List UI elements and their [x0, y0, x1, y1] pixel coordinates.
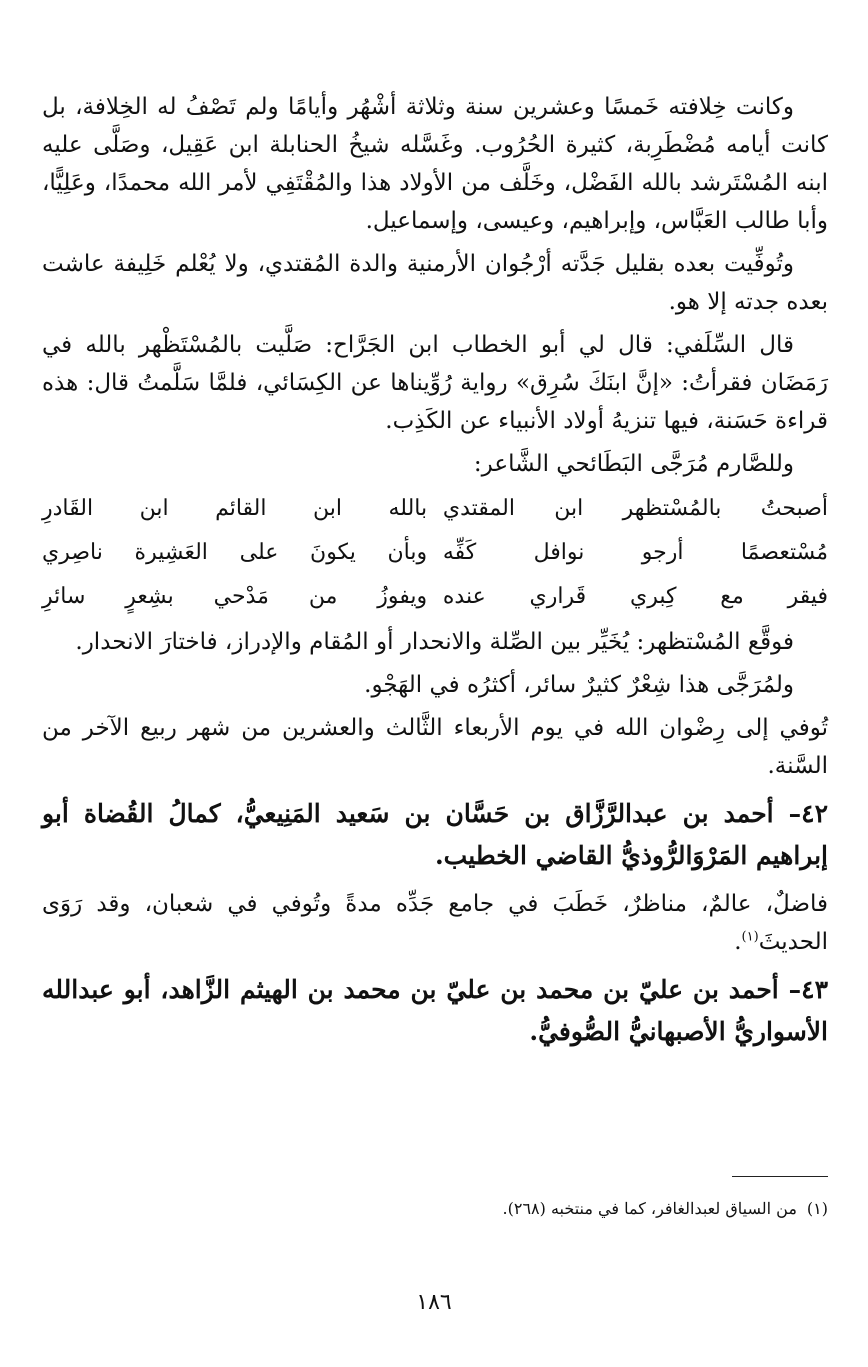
- page-body: [42, 88, 828, 1061]
- entry-number: ٤٣: [801, 975, 828, 1004]
- entry-number: ٤٢: [801, 799, 828, 828]
- verse-first-hemistich: فيقر مع كِبري قَراري عنده: [442, 584, 828, 609]
- paragraph-poetry: ولمُرَجَّى هذا شِعْرٌ كثيرٌ سائر، أكثرُه في الهَجْو.: [364, 672, 794, 698]
- footnote: [42, 1196, 828, 1222]
- paragraph-decree: فوقَّع المُسْتظهر: يُخَيِّر بين الصِّلة والانحدار أو المُقام والإدراز، فاختارَ الانحدار.: [75, 629, 794, 655]
- page-number: ١٨٦: [416, 1290, 452, 1315]
- paragraph-silafi: قال السِّلَفي: قال لي أبو الخطاب ابن الجَرَّاح: صَلَّيت بالمُسْتَظْهر بالله في رَمَضَان فقرأتُ: «إنَّ ابنَكَ سُرِق» رواية رُوِّيناها عن الكِسَائي، فلمَّا سَلَّمتُ قال: هذه قراءة حَسَنة، فيها تنزيهُ أولاد الأنبياء عن الكَذِب.: [42, 332, 828, 434]
- poem-verses: [42, 489, 828, 617]
- verse-line: [42, 489, 828, 529]
- footnote-text: من السياق لعبدالغافر، كما في منتخبه (٢٦٨).: [502, 1199, 797, 1218]
- verse-second-hemistich: وبأن يكونَ على العَشِيرة ناصِري: [42, 540, 428, 565]
- entry-body-text: فاضلٌ، عالمٌ، مناظرٌ، خَطَبَ في جامع جَدِّه مدةً وتُوفي في شعبان، وقد رَوَى الحديثَ: [42, 891, 828, 955]
- separator-line: [732, 1176, 828, 1177]
- footnote-reference[interactable]: (١): [741, 929, 759, 945]
- biography-entry-heading: [42, 969, 828, 1053]
- verse-line: [42, 577, 828, 617]
- entry-heading-text: – أحمد بن عبدالرَّزَّاق بن حَسَّان بن سَعيد المَنِيعيُّ، كمالُ القُضاة أبو إبراهيم المَرْوَالرُّوذيُّ القاضي الخطيب.: [42, 799, 828, 870]
- verse-second-hemistich: ويفوزُ من مَدْحي بشِعرٍ سائرِ: [42, 584, 428, 609]
- verse-line: [42, 533, 828, 573]
- paragraph-poet-intro: وللصَّارم مُرَجَّى البَطَائحي الشَّاعر:: [473, 451, 794, 477]
- verse-first-hemistich: أصبحتُ بالمُسْتظهر ابن المقتدي: [442, 496, 828, 521]
- paragraph-grandmother: وتُوفِّيت بعده بقليل جَدَّته أرْجُوان الأرمنية والدة المُقتدي، ولا يُعْلم خَلِيفة عاشت بعده جدته إلا هو.: [42, 251, 828, 315]
- paragraph-entry-body: فاضلٌ، عالمٌ، مناظرٌ، خَطَبَ في جامع جَدِّه مدةً وتُوفي في شعبان، وقد رَوَى الحديثَ$^{(١)}$.: [42, 891, 828, 955]
- footnote-number: (١): [806, 1199, 828, 1218]
- verse-first-hemistich: مُسْتعصمًا أرجو نوافل كَفِّه: [442, 540, 828, 565]
- paragraph-death: تُوفي إلى رِضْوان الله في يوم الأربعاء الثَّالث والعشرين من شهر ربيع الآخر من السَّنة.: [42, 715, 828, 779]
- paragraph-caliphate: وكانت خِلافته خَمسًا وعشرين سنة وثلاثة أشْهُر وأيامًا ولم تَصْفُ له الخِلافة، بل كانت أيامه مُضْطَرِبة، كثيرة الحُرُوب. وغَسَّله شيخُ الحنابلة ابن عَقِيل، وصَلَّى عليه ابنه المُسْتَرشد بالله الفَضْل، وخَلَّف من الأولاد هذا والمُقْتَفِي لأمر الله محمدًا، وعَلِيًّا، وأبا طالب العَبَّاس، وإبراهيم، وعيسى، وإسماعيل.: [42, 94, 828, 234]
- entry-heading-text: – أحمد بن عليّ بن محمد بن عليّ بن محمد بن الهيثم الزَّاهد، أبو عبدالله الأسواريُّ الأصبهانيُّ الصُّوفيُّ.: [42, 975, 828, 1046]
- biography-entry-heading: [42, 793, 828, 877]
- verse-second-hemistich: بالله ابن القائم ابن القَادرِ: [42, 496, 428, 521]
